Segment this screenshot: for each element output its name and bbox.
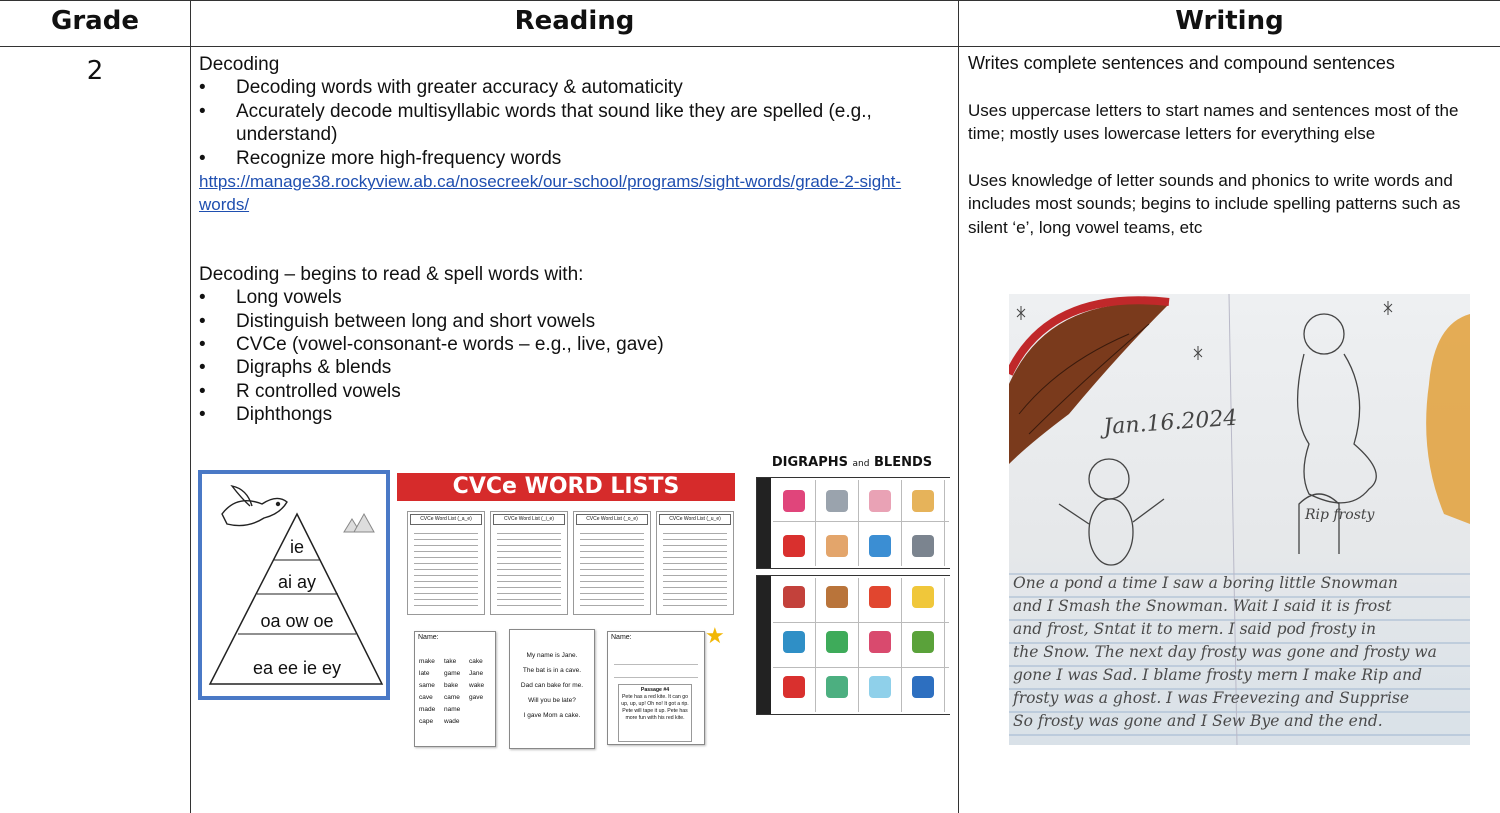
- cvce-words: make late same cave made cape take game bake came name wade cake Jane wake gave: [419, 658, 485, 725]
- blender-icon: [783, 586, 805, 608]
- handwriting-line: frosty was a ghost. I was Freevezing and Supprise: [1013, 689, 1410, 707]
- bullet-item: • Diphthongs: [199, 404, 333, 426]
- bullet-item: • CVCe (vowel-consonant-e words – e.g., live, gave): [199, 334, 664, 356]
- blends-grid: [756, 575, 950, 715]
- digraphs-grid: [756, 477, 950, 569]
- header-writing: Writing: [1175, 6, 1284, 36]
- shoe-icon: [783, 535, 805, 557]
- bullet-item: • Accurately decode multisyllabic words that sound like they are spelled (e.g., understand): [199, 100, 872, 146]
- digraphs-title: DIGRAPHS and BLENDS: [771, 455, 933, 470]
- pyramid-row-4: ea ee ie ey: [252, 658, 342, 678]
- star-icon: ★: [705, 623, 725, 648]
- handwriting-line: So frosty was gone and I Sew Bye and the end.: [1013, 712, 1383, 730]
- pyramid-row-3: oa ow oe: [260, 611, 334, 631]
- reading-cell: [199, 53, 949, 427]
- passage-card: Name: Passage #4 Pete has a red kite. It can go up, up, up! Oh no! It got a rip. Pete will tape it up. Pete has more fun with his red kite.: [607, 631, 705, 745]
- section-title-decoding: Decoding: [199, 54, 280, 75]
- bullet-item: • Decoding words with greater accuracy & automaticity: [199, 77, 683, 99]
- drawing-date: Jan.16.2024: [1102, 405, 1239, 440]
- umbrella-drawing: [1009, 300, 1169, 464]
- handwriting-line: One a pond a time I saw a boring little Snowman: [1013, 574, 1398, 592]
- thumb-icon: [826, 535, 848, 557]
- sight-words-link[interactable]: https://manage38.rockyview.ab.ca/nosecreek/our-school/programs/sight-words/grade-2-sight-words/: [199, 172, 902, 215]
- cvce-banner: CVCe WORD LISTS: [397, 473, 735, 501]
- pyramid-row-1: ie: [289, 537, 305, 557]
- header-divider: [0, 46, 1500, 47]
- word-list-card: CVCe Word List (_a_e): [407, 511, 485, 615]
- sleep-icon: [826, 676, 848, 698]
- header-grade: Grade: [51, 6, 139, 36]
- writing-criterion-3: Uses knowledge of letter sounds and phonics to write words and includes most sounds; begins to include spelling patterns such as silent ‘e’, long vowel teams, etc: [968, 171, 1461, 237]
- glove-icon: [869, 631, 891, 653]
- handwriting-line: the Snow. The next day frosty was gone and frosty wa: [1013, 643, 1437, 661]
- student-drawing: [1009, 294, 1470, 745]
- writing-criterion-2: Uses uppercase letters to start names and sentences most of the time; mostly uses lowercase letters for everything else: [968, 100, 1459, 144]
- writing-criterion-1: Writes complete sentences and compound sentences: [968, 53, 1395, 73]
- grapes-icon: [912, 631, 934, 653]
- drum-icon: [783, 631, 805, 653]
- handwriting-line: and I Smash the Snowman. Wait I said it is frost: [1013, 597, 1392, 615]
- handwriting-line: and frost, Sntat it to mern. I said pod frosty in: [1013, 620, 1376, 638]
- tombstone-text: Rip frosty: [1305, 507, 1375, 523]
- pyramid-row-2: ai ay: [277, 572, 317, 592]
- pyramid-drawing: [202, 474, 386, 696]
- snowman-drawing: [1059, 459, 1164, 565]
- whale-icon: [869, 535, 891, 557]
- section-title-decoding-begins: Decoding – begins to read & spell words with:: [199, 263, 584, 285]
- bird-icon: [222, 486, 287, 526]
- knight-icon: [826, 490, 848, 512]
- truck-icon: [912, 676, 934, 698]
- vowel-team-pyramid-image: [198, 470, 390, 700]
- column-divider-grade: [190, 0, 191, 813]
- snow-icon: [869, 676, 891, 698]
- broom-icon: [826, 586, 848, 608]
- cvce-word-lists-image: [397, 473, 735, 753]
- word-list-card: CVCe Word List (_o_e): [573, 511, 651, 615]
- words-card: Name: make late same cave made cape take game bake came name wade cake Jane wake gave: [414, 631, 496, 747]
- flag-icon: [826, 631, 848, 653]
- handwriting-line: gone I was Sad. I blame frosty mern I make Rip and: [1013, 666, 1423, 684]
- word-list-card: CVCe Word List (_i_e): [490, 511, 568, 615]
- clock-icon: [869, 586, 891, 608]
- bullet-item: • Distinguish between long and short vowels: [199, 310, 596, 332]
- writing-cell: [968, 52, 1488, 263]
- chair-icon: [783, 490, 805, 512]
- wrench-icon: [912, 535, 934, 557]
- queen-icon: [912, 490, 934, 512]
- sentences-card: My name is Jane. The bat is in a cave. Dad can bake for me. Will you be late? I gave Mom a cake.: [509, 629, 595, 749]
- bullet-item: • Digraphs & blends: [199, 357, 392, 379]
- skirt-icon: [783, 676, 805, 698]
- grade-value: 2: [86, 56, 104, 86]
- column-divider-reading: [958, 0, 959, 813]
- digraphs-blends-image: [754, 455, 950, 715]
- bullet-item: • R controlled vowels: [199, 380, 401, 402]
- header-reading: Reading: [514, 6, 635, 36]
- photograph-icon: [869, 490, 891, 512]
- bullet-item: • Long vowels: [199, 287, 342, 309]
- word-list-card: CVCe Word List (_u_e): [656, 511, 734, 615]
- crown-icon: [912, 586, 934, 608]
- ghost-drawing: [1298, 314, 1377, 503]
- student-writing-sample-image: [1009, 294, 1470, 745]
- table-top-border: [0, 0, 1500, 1]
- bullet-item: • Recognize more high-frequency words: [199, 147, 562, 169]
